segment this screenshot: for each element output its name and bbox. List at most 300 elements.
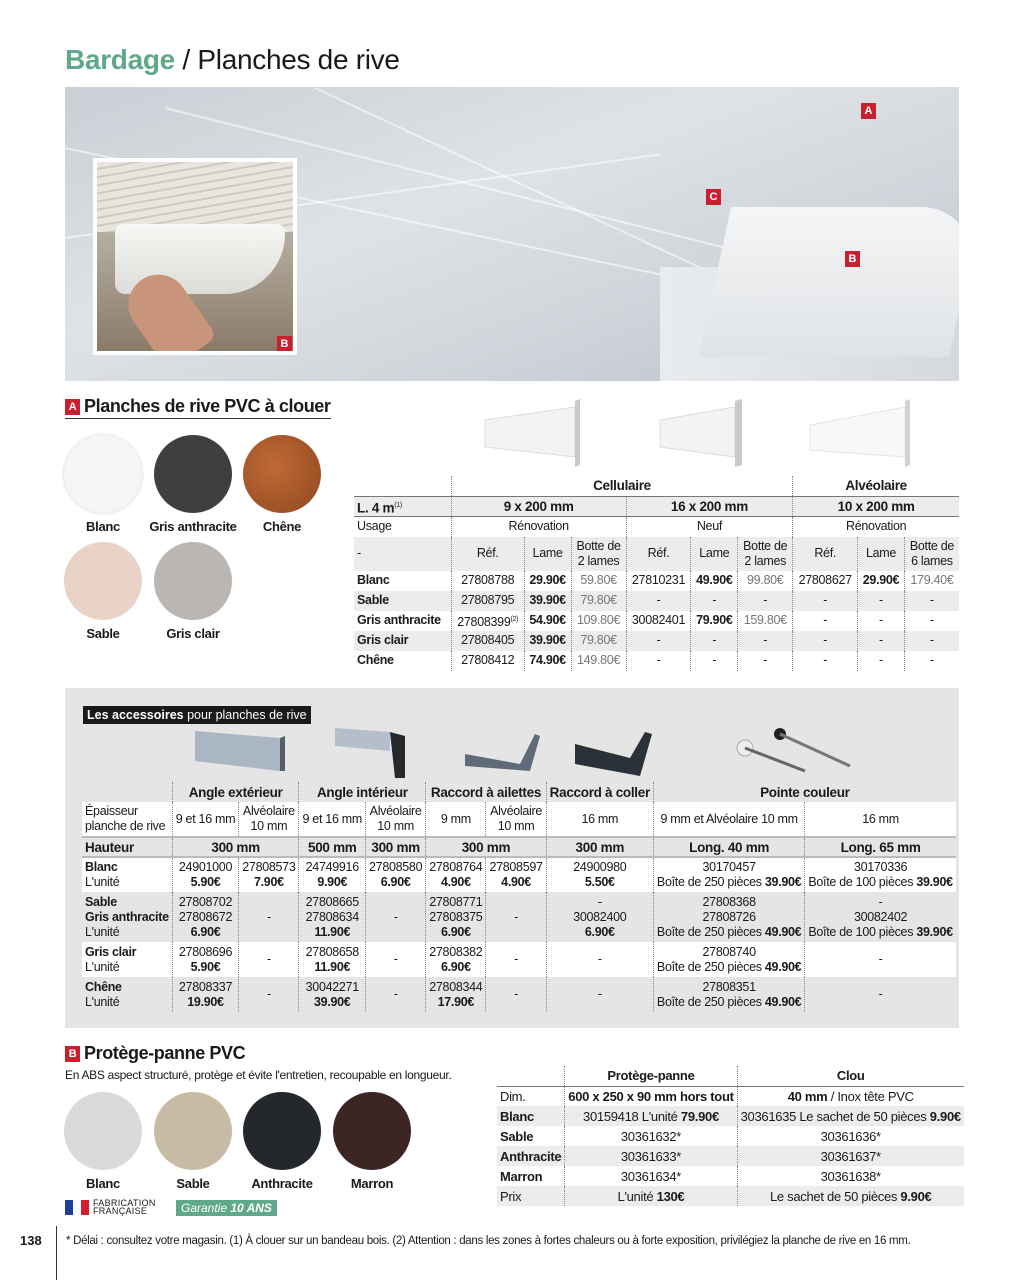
cell-text: 6.90€ xyxy=(380,875,411,889)
cell-text: 79.90€ xyxy=(680,1108,719,1124)
table-row xyxy=(354,571,959,591)
row-label xyxy=(82,942,172,977)
cell-text: 109.80€ xyxy=(577,613,621,628)
table-cell xyxy=(691,611,738,631)
label-c: C xyxy=(706,189,721,205)
table-cell xyxy=(737,1146,964,1166)
cell-text: Botte de xyxy=(743,538,788,553)
cell-text: 10 mm xyxy=(497,819,535,833)
footnote-ref: (2) xyxy=(510,615,519,623)
cell-text: 9 x 200 mm xyxy=(503,498,574,514)
cell-text: 29.90€ xyxy=(529,573,566,587)
row-label xyxy=(497,1066,565,1086)
swatch-sable xyxy=(154,1092,232,1170)
cell-text: 9.90€ xyxy=(929,1108,961,1124)
table-cell xyxy=(546,837,653,857)
cell-text: Alvéolaire xyxy=(490,804,542,818)
french-flag-icon xyxy=(65,1200,89,1215)
table-row xyxy=(354,517,959,537)
cell-text: - xyxy=(514,952,518,966)
cell-text: Gris anthracite xyxy=(357,613,441,628)
cell-text: Botte de xyxy=(576,538,621,553)
table-cell xyxy=(299,782,426,802)
cell-text: 27808672 xyxy=(178,909,233,924)
cell-text: Neuf xyxy=(696,519,723,534)
cell-text: - xyxy=(266,987,271,1001)
page-title xyxy=(65,44,400,76)
table-cell xyxy=(653,782,955,802)
table-row xyxy=(497,1066,964,1086)
table-cell xyxy=(299,892,366,942)
table-cell xyxy=(366,892,426,942)
table-cell xyxy=(451,496,626,517)
fab-line: FRANÇAISE xyxy=(93,1206,148,1216)
table-cell xyxy=(805,942,956,977)
cell-text: Rénovation xyxy=(508,519,569,534)
row-label xyxy=(497,1126,565,1146)
row-label xyxy=(497,1086,565,1106)
cell-text: - xyxy=(656,593,661,607)
guarantee-badge xyxy=(176,1200,277,1216)
cell-text: 300 mm xyxy=(371,839,420,855)
cell-text: Rénovation xyxy=(846,519,907,534)
cell-text: 6.90€ xyxy=(190,924,221,939)
cell-text: 27808740 xyxy=(702,944,756,959)
swatch-gris-clair xyxy=(154,542,232,620)
cell-text: Angle extérieur xyxy=(188,784,283,800)
table-cell xyxy=(426,892,486,942)
table-cell xyxy=(653,892,804,942)
cell-text: Épaisseur xyxy=(85,804,138,818)
table-cell xyxy=(653,942,804,977)
table-cell xyxy=(524,611,571,631)
cell-text: Dim. xyxy=(500,1088,526,1104)
cell-text: Alvéolaire xyxy=(369,804,422,818)
table-cell xyxy=(565,1126,737,1146)
cell-text: 9 et 16 mm xyxy=(175,811,236,826)
table-cell xyxy=(904,631,959,651)
table-cell xyxy=(691,631,738,651)
cell-text: Gris clair xyxy=(85,944,137,959)
cell-text: 27808344 xyxy=(429,979,483,994)
planches-table xyxy=(354,476,959,671)
table-cell xyxy=(737,1126,964,1146)
cell-text: 39.90€ xyxy=(764,875,802,889)
cell-text: 500 mm xyxy=(308,839,357,855)
cell-text: 30170457 xyxy=(702,860,756,874)
cell-text: 10 mm xyxy=(250,819,288,833)
cell-text: 10 x 200 mm xyxy=(837,498,915,514)
table-cell xyxy=(904,571,959,591)
table-cell xyxy=(653,837,804,857)
row-label xyxy=(354,476,451,496)
row-label xyxy=(354,571,451,591)
table-row xyxy=(354,631,959,651)
cell-text: 40 mm xyxy=(787,1088,828,1104)
table-cell xyxy=(793,651,858,671)
table-cell xyxy=(486,892,546,942)
cell-text: - xyxy=(763,653,768,668)
cell-text: 27808726 xyxy=(702,909,756,924)
cell-text: - xyxy=(823,593,828,607)
table-cell xyxy=(299,942,366,977)
cell-text: Long. 65 mm xyxy=(840,839,921,855)
table-cell xyxy=(626,517,793,537)
cell-text: 4.90€ xyxy=(440,875,471,889)
row-label xyxy=(354,591,451,611)
cell-text: - xyxy=(823,613,828,628)
cell-text: Hauteur xyxy=(85,839,134,855)
cell-text: Raccord à coller xyxy=(549,784,650,800)
row-label xyxy=(497,1186,565,1206)
table-row xyxy=(82,782,956,802)
swatch-label: Marron xyxy=(350,1176,394,1191)
cell-text: - xyxy=(879,613,883,628)
cell-text: Long. 40 mm xyxy=(689,839,770,855)
cell-text: 49.90€ xyxy=(764,994,802,1009)
cell-text: Sable xyxy=(85,894,117,909)
accessory-product-images xyxy=(190,726,860,781)
row-label xyxy=(497,1106,565,1126)
row-label xyxy=(82,977,172,1012)
cell-text: Boîte de 100 pièces xyxy=(808,924,917,939)
cell-text: - xyxy=(266,909,271,924)
cell-text: 7.90€ xyxy=(253,875,284,889)
table-cell xyxy=(366,977,426,1012)
table-cell xyxy=(793,591,858,611)
section-title: Planches de rive PVC à clouer xyxy=(84,396,331,416)
subcategory: Planches de rive xyxy=(197,44,400,75)
cell-text: - xyxy=(879,653,883,668)
table-cell xyxy=(239,942,299,977)
section-b-heading xyxy=(65,1043,245,1064)
table-cell xyxy=(858,631,905,651)
table-cell xyxy=(738,611,793,631)
table-cell xyxy=(904,591,959,611)
cell-text: 30361632* xyxy=(620,1128,682,1144)
table-cell xyxy=(805,802,956,837)
table-cell xyxy=(805,977,956,1012)
table-cell xyxy=(626,651,691,671)
table-row xyxy=(354,651,959,671)
guarantee-text: Garantie xyxy=(181,1201,231,1215)
table-cell xyxy=(239,892,299,942)
cell-text: - xyxy=(357,546,361,560)
label-b: B xyxy=(845,251,860,267)
table-cell xyxy=(737,1066,964,1086)
section-letter: B xyxy=(65,1046,80,1062)
cell-text: 159.80€ xyxy=(743,613,787,628)
table-cell xyxy=(737,1166,964,1186)
accessories-title xyxy=(83,706,311,724)
table-cell xyxy=(524,591,571,611)
table-cell xyxy=(486,977,546,1012)
table-cell xyxy=(737,1106,964,1126)
plank-product-images xyxy=(480,395,930,470)
cell-text: 74.90€ xyxy=(529,653,566,668)
table-cell xyxy=(546,782,653,802)
table-row xyxy=(497,1186,964,1206)
table-cell xyxy=(172,837,299,857)
row-label xyxy=(82,857,172,892)
cell-text: - xyxy=(930,613,934,628)
title-rest: pour planches de rive xyxy=(183,708,307,722)
cell-text: 27808696 xyxy=(178,944,233,959)
table-cell xyxy=(571,571,626,591)
row-label xyxy=(354,611,451,631)
cell-text: Pointe couleur xyxy=(760,784,850,800)
table-cell xyxy=(426,837,546,857)
table-cell xyxy=(366,802,426,837)
table-cell xyxy=(299,837,366,857)
table-cell xyxy=(426,977,486,1012)
table-cell xyxy=(904,611,959,631)
cell-text: - xyxy=(393,952,398,966)
cell-text: 27808634 xyxy=(305,909,359,924)
table-cell xyxy=(737,1086,964,1106)
table-cell xyxy=(626,537,691,571)
cell-text: 27808795 xyxy=(461,593,515,607)
cell-text: 9 mm et Alvéolaire 10 mm xyxy=(660,811,798,826)
footnote: * Délai : consultez votre magasin. (1) À clouer sur un bandeau bois. (2) Attention : dans les zones à fortes chaleurs ou à forte exposition, privilégiez la planche de rive en 16 mm. xyxy=(66,1235,911,1247)
cell-text: - xyxy=(878,987,883,1001)
cell-text: - xyxy=(763,593,768,607)
cell-text: Blanc xyxy=(500,1108,534,1124)
table-row xyxy=(354,537,959,571)
table-cell xyxy=(653,857,804,892)
cell-text: 11.90€ xyxy=(314,959,351,974)
cell-text: 39.90€ xyxy=(529,633,566,648)
cell-text: 24901000 xyxy=(178,860,233,874)
cell-text: - xyxy=(930,593,934,607)
cell-text: 16 mm xyxy=(862,811,899,826)
cell-text: - xyxy=(878,952,883,966)
cell-text: Gris clair xyxy=(357,633,409,648)
table-cell xyxy=(426,782,546,802)
cell-text: 79.80€ xyxy=(580,593,617,607)
table-cell xyxy=(486,942,546,977)
cell-text: Raccord à ailettes xyxy=(430,784,542,800)
cell-text: 27808368 xyxy=(702,894,756,909)
cell-text: 9 et 16 mm xyxy=(302,811,363,826)
cell-text: 11.90€ xyxy=(314,924,351,939)
table-cell xyxy=(793,537,858,571)
table-cell xyxy=(299,977,366,1012)
table-cell xyxy=(805,892,956,942)
separator: / xyxy=(174,44,198,75)
cell-text: Cellulaire xyxy=(593,478,651,494)
cell-text: 27810231 xyxy=(631,573,686,587)
cell-text: - xyxy=(393,987,398,1001)
fab-line: FABRICATION xyxy=(93,1198,156,1208)
table-cell xyxy=(546,942,653,977)
cell-text: 149.80€ xyxy=(577,653,621,668)
cell-text: 19.90€ xyxy=(187,994,224,1009)
table-cell xyxy=(653,802,804,837)
row-label xyxy=(354,496,451,517)
cell-text: Sable xyxy=(357,593,389,607)
cell-text: Boîte de 250 pièces xyxy=(656,959,765,974)
cell-text: - xyxy=(879,593,883,607)
table-cell xyxy=(426,942,486,977)
table-row xyxy=(354,591,959,611)
cell-text: 9 mm xyxy=(440,811,471,826)
section-description: En ABS aspect structuré, protège et évite l'entretien, recoupable en longueur. xyxy=(65,1068,452,1082)
cell-text: Anthracite xyxy=(500,1148,562,1164)
table-row xyxy=(497,1146,964,1166)
table-row xyxy=(82,857,956,892)
cell-text: 27808658 xyxy=(305,944,359,959)
table-cell xyxy=(626,496,793,517)
table-cell xyxy=(653,977,804,1012)
cell-text: 27808597 xyxy=(489,860,543,874)
cell-text: 30082402 xyxy=(853,909,908,924)
table-cell xyxy=(691,651,738,671)
cell-text: 6.90€ xyxy=(584,924,615,939)
row-label xyxy=(354,651,451,671)
row-label xyxy=(497,1146,565,1166)
cell-text: planche de rive xyxy=(85,819,166,833)
table-cell xyxy=(451,611,524,631)
cell-text: Usage xyxy=(357,519,392,534)
cell-text: Alvéolaire xyxy=(845,478,907,494)
cell-text: 24749916 xyxy=(305,860,359,874)
cell-text: 30082401 xyxy=(631,613,686,628)
table-cell xyxy=(486,857,546,892)
table-cell xyxy=(546,857,653,892)
cell-text: 27808702 xyxy=(178,894,233,909)
table-cell xyxy=(299,857,366,892)
table-cell xyxy=(451,631,524,651)
cell-text: 9.90€ xyxy=(900,1188,932,1204)
cell-text: 27808665 xyxy=(305,894,359,909)
cell-text: Alvéolaire xyxy=(242,804,295,818)
table-cell xyxy=(366,857,426,892)
cell-text: / Inox tête PVC xyxy=(827,1088,914,1104)
table-cell xyxy=(524,537,571,571)
cell-text: 27808788 xyxy=(461,573,515,587)
table-cell xyxy=(793,496,959,517)
cell-text: 24900980 xyxy=(573,860,627,874)
cell-text: L'unité xyxy=(85,875,120,889)
cell-text: Prix xyxy=(500,1188,522,1204)
cell-text: 49.90€ xyxy=(764,959,802,974)
row-label xyxy=(354,517,451,537)
cell-text: Marron xyxy=(500,1168,543,1184)
cell-text: - xyxy=(597,987,602,1001)
cell-text: 30082400 xyxy=(573,909,627,924)
cell-text: Réf. xyxy=(647,546,670,560)
swatch-anthracite xyxy=(243,1092,321,1170)
cell-text: Lame xyxy=(699,546,730,560)
cell-text: 16 x 200 mm xyxy=(670,498,748,514)
cell-text: 179.40€ xyxy=(910,573,954,587)
cell-text: 9.90€ xyxy=(317,875,348,889)
cell-text: Boîte de 250 pièces xyxy=(656,875,765,889)
table-cell xyxy=(738,591,793,611)
table-cell xyxy=(571,537,626,571)
table-cell xyxy=(565,1186,737,1206)
cell-text: 59.80€ xyxy=(580,573,617,587)
cell-text: 30361633* xyxy=(620,1148,682,1164)
cell-text: 6.90€ xyxy=(440,924,471,939)
table-cell xyxy=(366,942,426,977)
cell-text: Boîte de 250 pièces xyxy=(656,994,765,1009)
table-cell xyxy=(239,977,299,1012)
swatch-label: Anthracite xyxy=(251,1176,313,1191)
table-cell xyxy=(626,571,691,591)
section-title: Protège-panne PVC xyxy=(84,1043,246,1063)
cell-text: 5.90€ xyxy=(190,959,221,974)
cell-text: L'unité xyxy=(85,994,120,1009)
table-cell xyxy=(172,892,239,942)
cell-text: 30361637* xyxy=(820,1148,881,1164)
table-cell xyxy=(737,1186,964,1206)
row-label xyxy=(354,537,451,571)
cell-text: 300 mm xyxy=(211,839,260,855)
table-cell xyxy=(793,476,959,496)
cell-text: 6.90€ xyxy=(440,959,471,974)
cell-text: 27808573 xyxy=(242,860,296,874)
row-label xyxy=(82,837,172,857)
table-cell xyxy=(366,837,426,857)
table-cell xyxy=(793,571,858,591)
table-cell xyxy=(805,857,956,892)
cell-text: 27808580 xyxy=(369,860,423,874)
table-cell xyxy=(451,476,793,496)
table-cell xyxy=(451,517,626,537)
cell-text: L'unité xyxy=(617,1188,657,1204)
table-cell xyxy=(626,631,691,651)
cell-text: 27808405 xyxy=(461,633,515,648)
cell-text: 39.90€ xyxy=(314,994,351,1009)
cell-text: - xyxy=(712,633,717,648)
cell-text: 79.80€ xyxy=(580,633,617,648)
table-cell xyxy=(426,802,486,837)
cell-text: - xyxy=(763,633,768,648)
guarantee-years: 10 ANS xyxy=(230,1201,272,1215)
table-cell xyxy=(172,942,239,977)
cell-text: 27808351 xyxy=(702,979,756,994)
cell-text: 300 mm xyxy=(575,839,625,855)
table-cell xyxy=(546,802,653,837)
cell-text: - xyxy=(930,633,934,648)
cell-text: Chêne xyxy=(357,653,394,668)
table-cell xyxy=(738,571,793,591)
inset-photo xyxy=(93,158,297,355)
section-letter: A xyxy=(65,399,80,415)
swatch-label: Blanc xyxy=(86,1176,120,1191)
cell-text: - xyxy=(823,633,828,648)
table-cell xyxy=(626,611,691,631)
cell-text: 39.90€ xyxy=(916,875,953,889)
cell-text: 10 mm xyxy=(377,819,414,833)
cell-text: - xyxy=(656,653,661,668)
row-label xyxy=(82,782,172,802)
cell-text: 130€ xyxy=(656,1188,685,1204)
table-row xyxy=(82,892,956,942)
table-cell xyxy=(172,857,239,892)
cell-text: Protège-panne xyxy=(607,1068,695,1084)
swatch-blanc xyxy=(64,435,142,513)
table-cell xyxy=(793,611,858,631)
cell-text: 2 lames xyxy=(744,553,787,568)
cell-text: Boîte de 250 pièces xyxy=(656,924,765,939)
table-row xyxy=(354,496,959,517)
footnote-ref: (1) xyxy=(394,501,402,509)
table-cell xyxy=(524,571,571,591)
cell-text: 30159418 L'unité xyxy=(583,1108,681,1124)
